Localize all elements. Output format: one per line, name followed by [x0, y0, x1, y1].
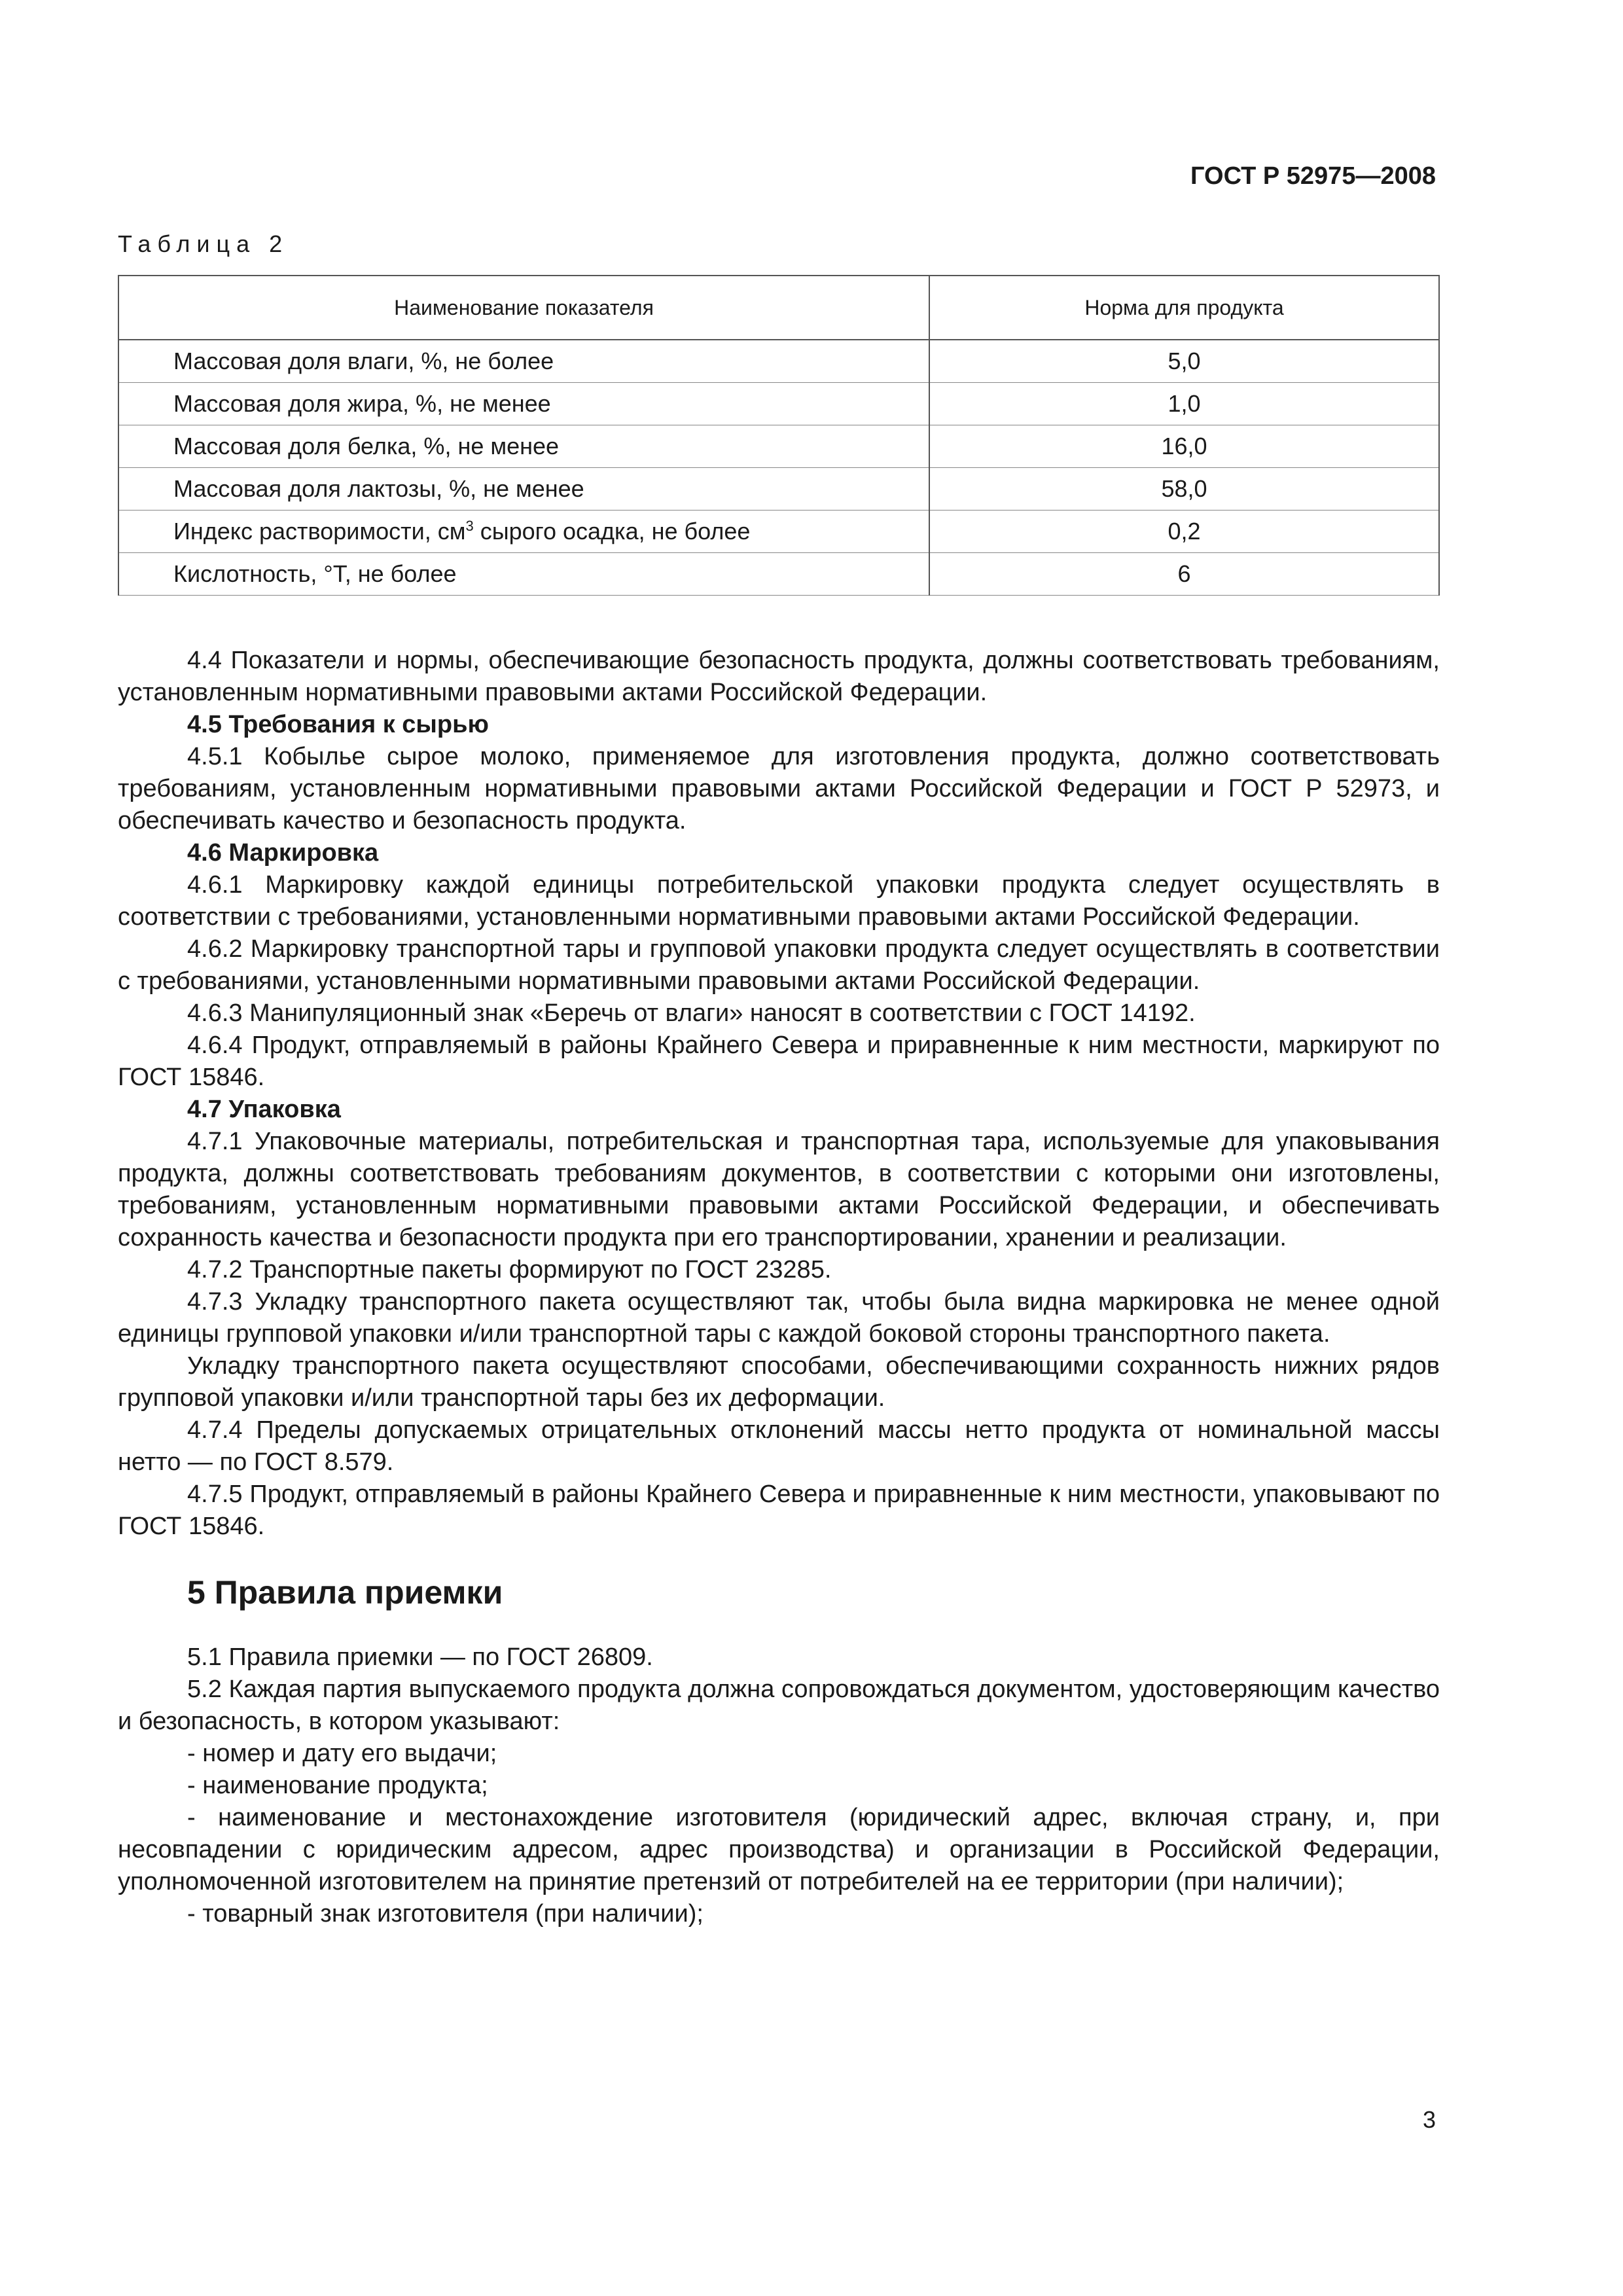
table-row	[118, 383, 1439, 425]
indicator-name: Массовая доля лактозы, %, не менее	[118, 468, 929, 511]
column-header-indicator: Наименование показателя	[118, 276, 929, 340]
indicator-name: Массовая доля жира, %, не менее	[118, 383, 929, 425]
indicator-value: 58,0	[929, 468, 1439, 511]
paragraph-4-7-3-continued: Укладку транспортного пакета осуществляют способами, обеспечивающими сохранность нижних рядов групповой упаковки и/или транспортной тары без их деформации.	[118, 1352, 1440, 1412]
indicator-name: Кислотность, °Т, не более	[118, 553, 929, 596]
table-row	[118, 340, 1439, 383]
indicator-name: Массовая доля белка, %, не менее	[118, 425, 929, 468]
list-item: - наименование и местонахождение изготовителя (юридический адрес, включая страну, и, при несовпадении с юридическим адресом, адрес производства) и организации в Российской Федерации, уполномоченной изготовителем на принятие претензий от потребителей на ее территории (при наличии);	[118, 1804, 1440, 1895]
paragraph-4-7-3: 4.7.3 Укладку транспортного пакета осуществляют так, чтобы была видна маркировка не менее одной единицы групповой упаковки и/или транспортной тары с каждой боковой стороны транспортного пакета.	[118, 1288, 1440, 1348]
indicator-value: 5,0	[929, 340, 1439, 383]
page-number: 3	[1422, 2106, 1436, 2133]
superscript-exponent: 3	[465, 518, 474, 534]
indicator-name	[118, 511, 929, 553]
subsection-heading-4-5: 4.5 Требования к сырью	[187, 711, 489, 738]
table-row	[118, 511, 1439, 553]
subsection-heading-4-6: 4.6 Маркировка	[187, 839, 379, 867]
indicator-value: 0,2	[929, 511, 1439, 553]
table-row	[118, 468, 1439, 511]
paragraph-4-5-1: 4.5.1 Кобылье сырое молоко, применяемое для изготовления продукта, должно соответствовать требованиям, установленным нормативными правовыми актами Российской Федерации и ГОСТ Р 52973, и обеспечивать качество и безопасность продукта.	[118, 743, 1440, 834]
indicator-value: 16,0	[929, 425, 1439, 468]
paragraph-4-7-1: 4.7.1 Упаковочные материалы, потребительская и транспортная тара, используемые для упаковывания продукта, должны соответствовать требованиям документов, в соответствии с которыми они изготовлены, требованиям, установленным нормативными правовыми актами Российской Федерации, и обеспечивать сохранность качества и безопасности продукта при его транспортировании, хранении и реализации.	[118, 1128, 1440, 1251]
indicators-table	[118, 275, 1440, 596]
indicator-name-main: Индекс растворимости, см	[173, 518, 466, 545]
paragraph-4-6-2: 4.6.2 Маркировку транспортной тары и групповой упаковки продукта следует осуществлять в соответствии с требованиями, установленными нормативными правовыми актами Российской Федерации.	[118, 935, 1440, 995]
document-body	[118, 645, 1440, 1930]
paragraph-4-6-1: 4.6.1 Маркировку каждой единицы потребительской упаковки продукта следует осуществлять в соответствии с требованиями, установленными нормативными правовыми актами Российской Федерации.	[118, 871, 1440, 931]
table-row	[118, 425, 1439, 468]
subsection-heading-4-7: 4.7 Упаковка	[187, 1096, 341, 1123]
paragraph-5-2: 5.2 Каждая партия выпускаемого продукта должна сопровождаться документом, удостоверяющим качество и безопасность, в котором указывают:	[118, 1676, 1440, 1735]
document-id: ГОСТ Р 52975—2008	[1190, 162, 1436, 190]
indicator-value: 6	[929, 553, 1439, 596]
paragraph-4-7-5: 4.7.5 Продукт, отправляемый в районы Крайнего Севера и приравненные к ним местности, упаковывают по ГОСТ 15846.	[118, 1480, 1440, 1540]
column-header-norm: Норма для продукта	[929, 276, 1439, 340]
paragraph-4-4: 4.4 Показатели и нормы, обеспечивающие безопасность продукта, должны соответствовать требованиям, установленным нормативными правовыми актами Российской Федерации.	[118, 647, 1440, 706]
paragraph-5-1: 5.1 Правила приемки — по ГОСТ 26809.	[187, 1643, 653, 1671]
paragraph-4-7-2: 4.7.2 Транспортные пакеты формируют по ГОСТ 23285.	[187, 1256, 832, 1283]
paragraph-4-6-3: 4.6.3 Манипуляционный знак «Беречь от влаги» наносят в соответствии с ГОСТ 14192.	[187, 999, 1196, 1027]
list-item: - товарный знак изготовителя (при наличии);	[187, 1900, 704, 1928]
list-item: - наименование продукта;	[187, 1772, 488, 1799]
table-row	[118, 553, 1439, 596]
section-heading-5: 5 Правила приемки	[187, 1574, 503, 1611]
paragraph-4-6-4: 4.6.4 Продукт, отправляемый в районы Крайнего Севера и приравненные к ним местности, маркируют по ГОСТ 15846.	[118, 1031, 1440, 1091]
table-header-row	[118, 276, 1439, 340]
paragraph-4-7-4: 4.7.4 Пределы допускаемых отрицательных отклонений массы нетто продукта от номинальной массы нетто — по ГОСТ 8.579.	[118, 1416, 1440, 1476]
list-item: - номер и дату его выдачи;	[187, 1740, 497, 1767]
indicator-name-rest: сырого осадка, не более	[473, 518, 751, 545]
table-caption: Таблица 2	[118, 230, 289, 257]
indicator-value: 1,0	[929, 383, 1439, 425]
indicator-name: Массовая доля влаги, %, не более	[118, 340, 929, 383]
